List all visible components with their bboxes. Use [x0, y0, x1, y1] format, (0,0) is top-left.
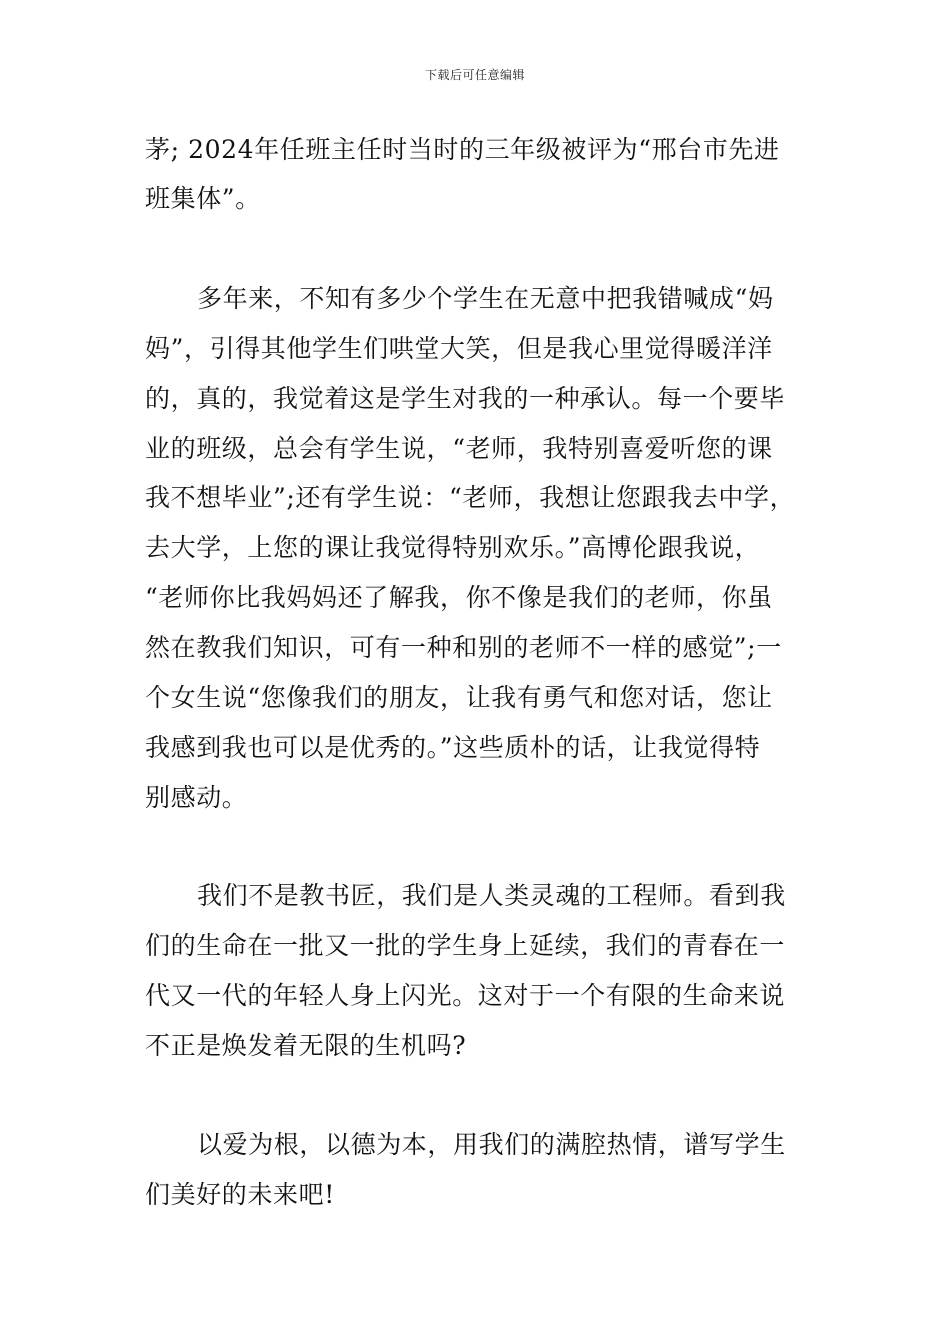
paragraph-2-line-7: “老师你比我妈妈还了解我，你不像是我们的老师，你虽 — [145, 583, 773, 612]
paragraph-2-line-3: 的，真的，我觉着这是学生对我的一种承认。每一个要毕 — [145, 384, 786, 413]
paragraph-2-line-11: 别感动。 — [145, 783, 248, 812]
paragraph-4-line-2: 们美好的未来吧! — [145, 1180, 335, 1209]
paragraph-1-line-1: 茅; 2024年任班主任时当时的三年级被评为“邢台市先进 — [145, 135, 780, 164]
paragraph-3-line-4: 不正是焕发着无限的生机吗? — [145, 1031, 467, 1060]
paragraph-2-line-10: 我感到我也可以是优秀的。”这些质朴的话，让我觉得特 — [145, 733, 761, 762]
paragraph-1-line-2: 班集体”。 — [145, 184, 261, 213]
paragraph-3-line-2: 们的生命在一批又一批的学生身上延续，我们的青春在一 — [145, 931, 786, 960]
paragraph-3-line-3: 代又一代的年轻人身上闪光。这对于一个有限的生命来说 — [145, 981, 786, 1010]
paragraph-2-line-5: 我不想毕业”;还有学生说：“老师，我想让您跟我去中学， — [145, 483, 796, 512]
paragraph-2-line-6: 去大学，上您的课让我觉得特别欢乐。”高博伦跟我说， — [145, 533, 761, 562]
paragraph-2-line-2: 妈”，引得其他学生们哄堂大笑，但是我心里觉得暖洋洋 — [145, 334, 773, 363]
paragraph-2-line-1: 多年来，不知有多少个学生在无意中把我错喊成“妈 — [197, 284, 774, 313]
page-header: 下载后可任意编辑 — [424, 68, 525, 82]
paragraph-4-line-1: 以爱为根，以德为本，用我们的满腔热情，谱写学生 — [197, 1130, 786, 1159]
paragraph-2-line-4: 业的班级，总会有学生说，“老师，我特别喜爱听您的课 — [145, 434, 773, 463]
paragraph-3-line-1: 我们不是教书匠，我们是人类灵魂的工程师。看到我 — [197, 881, 786, 910]
paragraph-2-line-8: 然在教我们知识，可有一种和别的老师不一样的感觉”;一 — [145, 633, 782, 662]
paragraph-2-line-9: 个女生说“您像我们的朋友，让我有勇气和您对话，您让 — [145, 683, 773, 712]
